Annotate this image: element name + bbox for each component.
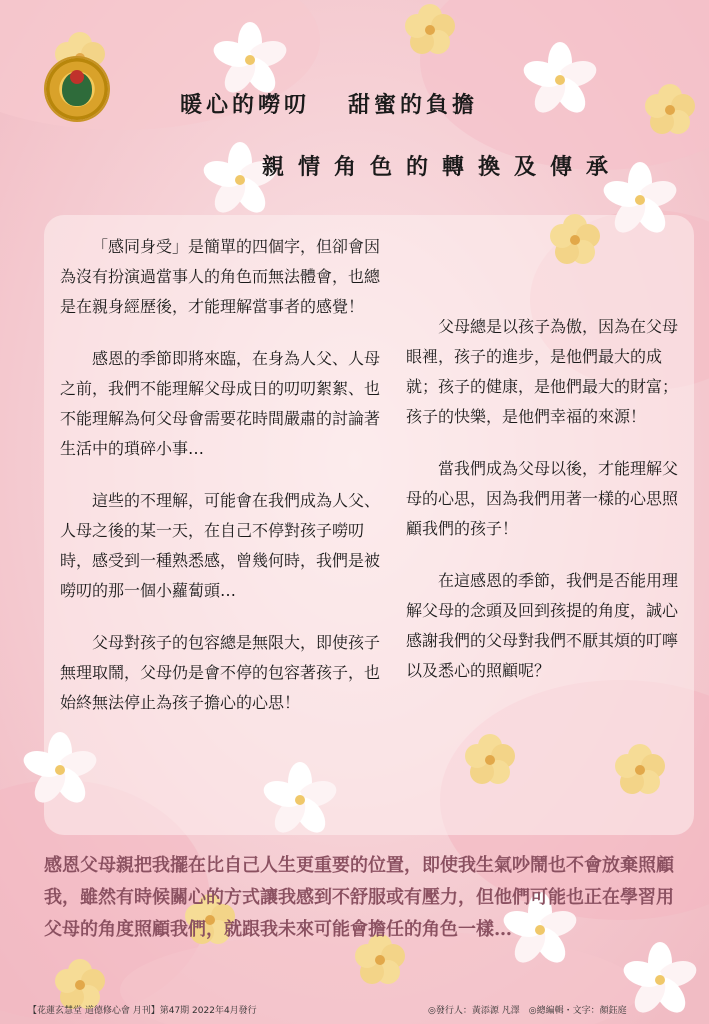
paragraph: 感恩的季節即將來臨，在身為人父、人母之前，我們不能理解父母成日的叨叨絮絮、也不能理解為何父母會需要花時間嚴肅的討論著生活中的瑣碎小事…: [60, 349, 381, 458]
paragraph: 「感同身受」是簡單的四個字，但卻會因為沒有扮演過當事人的角色而無法體會，也總是在親身經歷後，才能理解當事者的感覺！: [60, 237, 381, 316]
right-column: [406, 312, 690, 708]
left-column: [60, 232, 390, 740]
page-title: [180, 88, 516, 119]
paragraph: 在這感恩的季節，我們是否能用理解父母的念頭及回到孩提的角度，誠心感謝我們的父母對我們不厭其煩的叮嚀以及悉心的照顧呢？: [406, 571, 679, 680]
paragraph: 父母總是以孩子為傲，因為在父母眼裡，孩子的進步，是他們最大的成就；孩子的健康，是他們最大的財富；孩子的快樂，是他們幸福的來源！: [406, 317, 679, 426]
footer-credits: ◎發行人：黃添源 凡澤 ◎總編輯・文字：顏鈺庭: [428, 1006, 627, 1016]
footer-publication: 【花蓮玄慧堂 道德修心會 月刊】第47期 2022年4月發行: [28, 1006, 257, 1016]
title-part-1: 暖心的嘮叨: [180, 92, 311, 118]
paragraph: 父母對孩子的包容總是無限大，即使孩子無理取鬧，父母仍是會不停的包容著孩子，也始終無法停止為孩子擔心的心思！: [60, 633, 381, 712]
paragraph: 這些的不理解，可能會在我們成為人父、人母之後的某一天，在自己不停對孩子嘮叨時，感受到一種熟悉感，曾幾何時，我們是被嘮叨的那一個小蘿蔔頭…: [60, 491, 381, 600]
deity-head-icon: [70, 70, 84, 84]
title-part-2: 甜蜜的負擔: [348, 92, 479, 118]
highlight-quote: 感恩父母親把我擺在比自己人生更重要的位置，即使我生氣吵鬧也不會放棄照顧我，雖然有時候關心的方式讓我感到不舒服或有壓力，但他們可能也正在學習用父母的角度照顧我們，就跟我未來可能會擔任的角色一樣…: [44, 855, 674, 940]
page-subtitle: 親情角色的轉換及傳承: [262, 154, 623, 180]
temple-seal-logo: [46, 58, 108, 120]
paragraph: 當我們成為父母以後，才能理解父母的心思，因為我們用著一樣的心思照顧我們的孩子！: [406, 459, 679, 538]
